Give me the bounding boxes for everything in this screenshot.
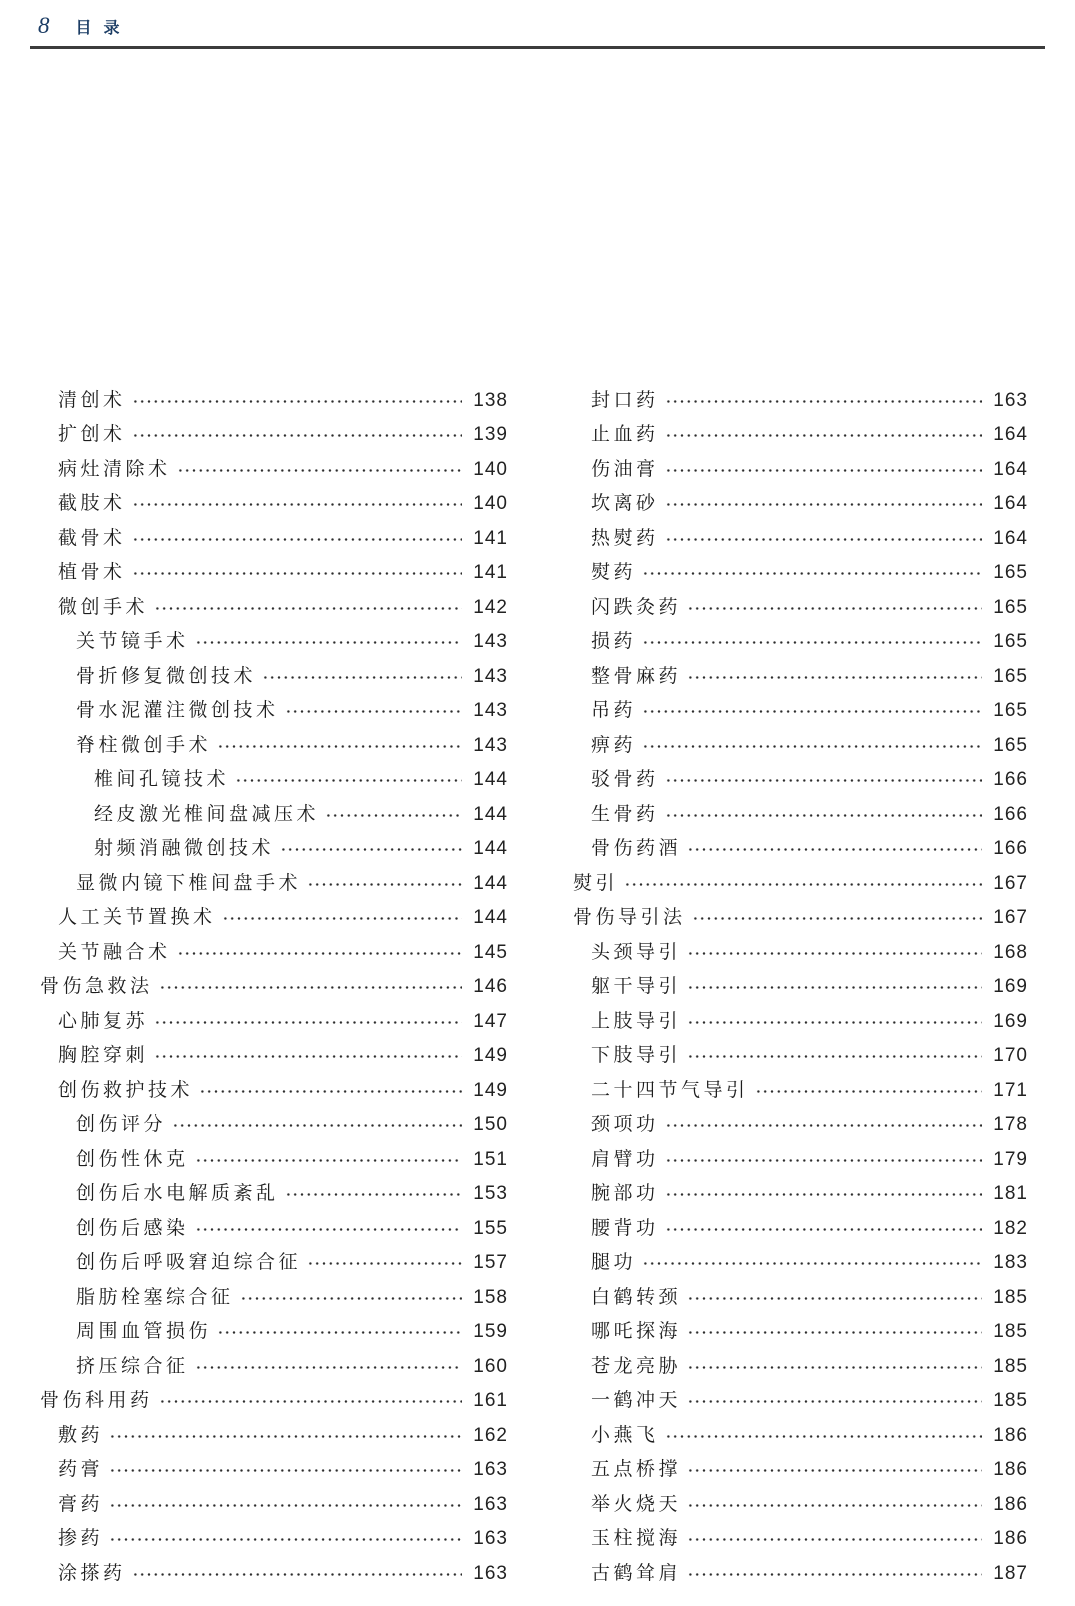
toc-leader-dots <box>109 1469 462 1472</box>
toc-entry <box>40 1177 508 1212</box>
toc-entry <box>40 590 508 625</box>
toc-entry-title: 心肺复苏 <box>58 1010 149 1032</box>
toc-entry <box>40 1418 508 1453</box>
toc-entry-title: 五点桥撑 <box>591 1459 682 1481</box>
toc-entry <box>573 625 1028 660</box>
toc-leader-dots <box>195 1366 463 1369</box>
toc-entry <box>573 901 1028 936</box>
toc-leader-dots <box>109 1504 462 1507</box>
page-header-title: 目 录 <box>75 20 124 37</box>
toc-entry <box>573 1487 1028 1522</box>
toc-entry-page: 164 <box>993 527 1028 549</box>
toc-leader-dots <box>325 814 462 817</box>
toc-leader-dots <box>217 1331 462 1334</box>
toc-entry <box>40 1004 508 1039</box>
toc-entry <box>40 1384 508 1419</box>
toc-entry <box>40 832 508 867</box>
toc-entry-page: 185 <box>993 1355 1028 1377</box>
toc-entry-title: 熨药 <box>591 562 637 584</box>
toc-entry-title: 创伤后呼吸窘迫综合征 <box>76 1252 302 1274</box>
toc-entry-page: 169 <box>993 976 1028 998</box>
toc-entry-title: 清创术 <box>58 389 126 411</box>
toc-leader-dots <box>109 1538 462 1541</box>
toc-entry-title: 举火烧天 <box>591 1493 682 1515</box>
toc-entry <box>573 1418 1028 1453</box>
toc-entry-page: 182 <box>993 1217 1028 1239</box>
toc-entry-page: 170 <box>993 1045 1028 1067</box>
toc-leader-dots <box>307 883 462 886</box>
toc-leader-dots <box>132 503 463 506</box>
toc-entry-title: 吊药 <box>591 700 637 722</box>
toc-leader-dots <box>687 1504 982 1507</box>
toc-entry-title: 周围血管损伤 <box>76 1321 212 1343</box>
toc-entry <box>573 1142 1028 1177</box>
toc-entry-page: 179 <box>993 1148 1028 1170</box>
toc-entry-title: 骨伤科用药 <box>40 1390 153 1412</box>
toc-entry-page: 162 <box>473 1424 508 1446</box>
toc-entry-page: 163 <box>993 389 1028 411</box>
toc-entry-title: 白鹤转颈 <box>591 1286 682 1308</box>
toc-entry-title: 创伤后水电解质紊乱 <box>76 1183 279 1205</box>
toc-entry-title: 关节镜手术 <box>76 631 189 653</box>
toc-entry <box>573 763 1028 798</box>
toc-leader-dots <box>262 676 462 679</box>
toc-entry <box>573 728 1028 763</box>
toc-entry-page: 186 <box>993 1493 1028 1515</box>
toc-entry <box>573 1073 1028 1108</box>
toc-leader-dots <box>687 1538 982 1541</box>
toc-entry-title: 坎离砂 <box>591 493 659 515</box>
toc-leader-dots <box>235 779 462 782</box>
toc-entry-title: 显微内镜下椎间盘手术 <box>76 872 302 894</box>
toc-entry <box>40 1108 508 1143</box>
toc-entry-title: 玉柱搅海 <box>591 1528 682 1550</box>
toc-entry <box>40 763 508 798</box>
toc-leader-dots <box>665 1159 983 1162</box>
toc-entry-page: 163 <box>473 1459 508 1481</box>
toc-entry-title: 哪吒探海 <box>591 1321 682 1343</box>
toc-entry-title: 截骨术 <box>58 527 126 549</box>
toc-entry-title: 颈项功 <box>591 1114 659 1136</box>
toc-leader-dots <box>624 883 982 886</box>
toc-leader-dots <box>687 1297 982 1300</box>
toc-entry-page: 149 <box>473 1079 508 1101</box>
toc-entry <box>40 1315 508 1350</box>
toc-entry-page: 166 <box>993 838 1028 860</box>
toc-entry-title: 下肢导引 <box>591 1045 682 1067</box>
toc-entry-title: 经皮激光椎间盘减压术 <box>94 803 320 825</box>
toc-entry-title: 微创手术 <box>58 596 149 618</box>
toc-entry <box>573 1556 1028 1591</box>
toc-entry-page: 185 <box>993 1390 1028 1412</box>
toc-entry <box>40 1453 508 1488</box>
toc-entry-page: 165 <box>993 631 1028 653</box>
toc-entry-page: 143 <box>473 665 508 687</box>
toc-entry <box>40 521 508 556</box>
toc-entry <box>40 625 508 660</box>
toc-entry-title: 骨伤导引法 <box>573 907 686 929</box>
toc-entry-page: 142 <box>473 596 508 618</box>
toc-entry-title: 腕部功 <box>591 1183 659 1205</box>
toc-leader-dots <box>172 1124 462 1127</box>
toc-entry <box>573 1246 1028 1281</box>
toc-leader-dots <box>687 1469 982 1472</box>
toc-entry <box>40 1349 508 1384</box>
toc-leader-dots <box>132 434 463 437</box>
toc-entry-title: 扩创术 <box>58 424 126 446</box>
toc-entry <box>573 1039 1028 1074</box>
toc-entry-title: 创伤评分 <box>76 1114 167 1136</box>
toc-entry-title: 苍龙亮胁 <box>591 1355 682 1377</box>
toc-leader-dots <box>665 779 983 782</box>
toc-entry <box>573 935 1028 970</box>
toc-leader-dots <box>687 848 982 851</box>
toc-entry-page: 187 <box>993 1562 1028 1584</box>
toc-entry-page: 147 <box>473 1010 508 1032</box>
toc-leader-dots <box>687 1400 982 1403</box>
toc-entry-page: 153 <box>473 1183 508 1205</box>
toc-leader-dots <box>307 1262 462 1265</box>
toc-entry-title: 敷药 <box>58 1424 104 1446</box>
toc-entry-title: 植骨术 <box>58 562 126 584</box>
toc-leader-dots <box>285 710 463 713</box>
toc-entry-page: 140 <box>473 458 508 480</box>
toc-entry-page: 178 <box>993 1114 1028 1136</box>
toc-leader-dots <box>687 676 982 679</box>
toc-leader-dots <box>132 1573 463 1576</box>
toc-entry-title: 生骨药 <box>591 803 659 825</box>
toc-entry-page: 146 <box>473 976 508 998</box>
toc-entry <box>40 970 508 1005</box>
toc-entry-page: 186 <box>993 1459 1028 1481</box>
toc-entry-title: 头颈导引 <box>591 941 682 963</box>
toc-entry-title: 闪跌灸药 <box>591 596 682 618</box>
toc-leader-dots <box>692 917 983 920</box>
toc-leader-dots <box>132 572 463 575</box>
toc-leader-dots <box>195 1228 463 1231</box>
toc-entry-title: 腿功 <box>591 1252 637 1274</box>
toc-entry-page: 144 <box>473 872 508 894</box>
toc-leader-dots <box>687 1573 982 1576</box>
toc-entry <box>40 866 508 901</box>
toc-leader-dots <box>687 986 982 989</box>
toc-leader-dots <box>642 641 982 644</box>
toc-entry <box>40 1487 508 1522</box>
toc-leader-dots <box>687 1331 982 1334</box>
toc-entry-page: 165 <box>993 665 1028 687</box>
toc-leader-dots <box>642 572 982 575</box>
toc-leader-dots <box>280 848 462 851</box>
toc-leader-dots <box>665 400 983 403</box>
toc-column-right <box>573 383 1028 1591</box>
toc-entry <box>573 521 1028 556</box>
toc-entry-title: 止血药 <box>591 424 659 446</box>
toc-entry-page: 143 <box>473 631 508 653</box>
toc-leader-dots <box>154 607 462 610</box>
toc-entry-page: 155 <box>473 1217 508 1239</box>
toc-entry-title: 整骨麻药 <box>591 665 682 687</box>
toc-leader-dots <box>665 1193 983 1196</box>
toc-entry <box>40 1246 508 1281</box>
toc-entry-page: 165 <box>993 734 1028 756</box>
toc-entry-page: 171 <box>993 1079 1028 1101</box>
toc-entry <box>40 694 508 729</box>
toc-entry-title: 封口药 <box>591 389 659 411</box>
toc-leader-dots <box>132 400 463 403</box>
toc-entry-page: 166 <box>993 769 1028 791</box>
toc-entry-title: 古鹤耸肩 <box>591 1562 682 1584</box>
toc-entry <box>40 418 508 453</box>
toc-entry-title: 一鹤冲天 <box>591 1390 682 1412</box>
toc-entry <box>40 728 508 763</box>
toc-entry <box>573 1315 1028 1350</box>
toc-leader-dots <box>665 538 983 541</box>
toc-entry-title: 骨水泥灌注微创技术 <box>76 700 279 722</box>
toc-entry <box>40 1556 508 1591</box>
toc-entry <box>573 832 1028 867</box>
toc-entry-title: 熨引 <box>573 872 619 894</box>
toc-entry-title: 截肢术 <box>58 493 126 515</box>
toc-entry <box>573 383 1028 418</box>
toc-entry-page: 141 <box>473 562 508 584</box>
toc-entry <box>40 1522 508 1557</box>
toc-entry-title: 射频消融微创技术 <box>94 838 275 860</box>
toc-leader-dots <box>132 538 463 541</box>
toc-leader-dots <box>109 1435 462 1438</box>
toc-entry-title: 创伤救护技术 <box>58 1079 194 1101</box>
toc-leader-dots <box>285 1193 463 1196</box>
toc-entry <box>573 590 1028 625</box>
toc-entry <box>573 866 1028 901</box>
toc-entry-title: 小燕飞 <box>591 1424 659 1446</box>
toc-entry-title: 损药 <box>591 631 637 653</box>
toc-entry <box>573 1522 1028 1557</box>
toc-entry-page: 143 <box>473 700 508 722</box>
toc-entry <box>573 1349 1028 1384</box>
toc-entry <box>573 1280 1028 1315</box>
toc-entry-title: 骨伤药酒 <box>591 838 682 860</box>
toc-entry-page: 166 <box>993 803 1028 825</box>
toc-entry <box>40 1039 508 1074</box>
toc-entry <box>573 694 1028 729</box>
toc-leader-dots <box>222 917 463 920</box>
toc-leader-dots <box>665 503 983 506</box>
toc-leader-dots <box>642 1262 982 1265</box>
toc-entry-page: 165 <box>993 596 1028 618</box>
toc-entry <box>573 487 1028 522</box>
toc-entry-page: 157 <box>473 1252 508 1274</box>
toc-entry-page: 144 <box>473 838 508 860</box>
toc-leader-dots <box>687 1021 982 1024</box>
toc-leader-dots <box>665 434 983 437</box>
toc-entry-page: 160 <box>473 1355 508 1377</box>
toc-leader-dots <box>177 952 463 955</box>
toc-entry-title: 掺药 <box>58 1528 104 1550</box>
toc-leader-dots <box>665 469 983 472</box>
toc-leader-dots <box>240 1297 463 1300</box>
toc-entry-title: 创伤性休克 <box>76 1148 189 1170</box>
toc-entry-title: 驳骨药 <box>591 769 659 791</box>
toc-entry-title: 病灶清除术 <box>58 458 171 480</box>
toc-entry <box>573 1384 1028 1419</box>
toc-entry-title: 骨折修复微创技术 <box>76 665 257 687</box>
toc-leader-dots <box>687 1366 982 1369</box>
toc-entry <box>573 659 1028 694</box>
toc-entry <box>573 452 1028 487</box>
toc-entry-page: 144 <box>473 803 508 825</box>
toc-entry <box>40 383 508 418</box>
toc-leader-dots <box>177 469 463 472</box>
toc-entry-title: 关节融合术 <box>58 941 171 963</box>
toc-entry-title: 脂肪栓塞综合征 <box>76 1286 234 1308</box>
toc-entry <box>573 1177 1028 1212</box>
toc-entry-page: 181 <box>993 1183 1028 1205</box>
toc-entry <box>573 797 1028 832</box>
toc-leader-dots <box>665 1124 983 1127</box>
header-rule <box>30 46 1045 49</box>
toc-entry <box>573 1108 1028 1143</box>
toc-entry-title: 椎间孔镜技术 <box>94 769 230 791</box>
toc-entry-title: 伤油膏 <box>591 458 659 480</box>
toc-entry <box>573 418 1028 453</box>
toc-entry <box>573 970 1028 1005</box>
toc-entry-title: 涂搽药 <box>58 1562 126 1584</box>
toc-entry <box>573 556 1028 591</box>
toc-entry <box>40 487 508 522</box>
toc-entry-title: 骨伤急救法 <box>40 976 153 998</box>
toc-entry <box>573 1004 1028 1039</box>
toc-leader-dots <box>154 1055 462 1058</box>
toc-entry-page: 139 <box>473 424 508 446</box>
toc-entry-page: 144 <box>473 907 508 929</box>
toc-entry-page: 164 <box>993 458 1028 480</box>
toc-entry-page: 163 <box>473 1493 508 1515</box>
toc-entry-page: 144 <box>473 769 508 791</box>
toc-entry <box>40 659 508 694</box>
toc-entry-title: 脊柱微创手术 <box>76 734 212 756</box>
toc-leader-dots <box>665 1435 983 1438</box>
toc-leader-dots <box>687 1055 982 1058</box>
page-header <box>38 14 124 44</box>
toc-entry-title: 创伤后感染 <box>76 1217 189 1239</box>
toc-entry <box>40 901 508 936</box>
toc-entry <box>40 1211 508 1246</box>
toc-entry-page: 158 <box>473 1286 508 1308</box>
toc-entry <box>40 452 508 487</box>
toc-entry-page: 168 <box>993 941 1028 963</box>
toc-entry <box>40 556 508 591</box>
toc-entry-page: 185 <box>993 1286 1028 1308</box>
toc-entry <box>40 797 508 832</box>
toc-leader-dots <box>217 745 462 748</box>
toc-entry-title: 胸腔穿刺 <box>58 1045 149 1067</box>
toc-leader-dots <box>665 814 983 817</box>
toc-entry-page: 163 <box>473 1528 508 1550</box>
toc-entry-title: 二十四节气导引 <box>591 1079 749 1101</box>
toc-entry <box>40 935 508 970</box>
toc-entry-page: 165 <box>993 562 1028 584</box>
toc-entry <box>40 1280 508 1315</box>
toc-entry-page: 167 <box>993 872 1028 894</box>
toc-entry-page: 167 <box>993 907 1028 929</box>
toc-entry-page: 164 <box>993 424 1028 446</box>
toc-leader-dots <box>159 1400 463 1403</box>
toc-entry-page: 149 <box>473 1045 508 1067</box>
toc-entry-title: 躯干导引 <box>591 976 682 998</box>
toc-entry-title: 膏药 <box>58 1493 104 1515</box>
toc-entry-page: 183 <box>993 1252 1028 1274</box>
toc-entry-title: 热熨药 <box>591 527 659 549</box>
toc-leader-dots <box>195 1159 463 1162</box>
toc-entry-page: 140 <box>473 493 508 515</box>
toc-leader-dots <box>199 1090 462 1093</box>
toc-entry-page: 163 <box>473 1562 508 1584</box>
toc-entry-page: 141 <box>473 527 508 549</box>
toc-entry-title: 痹药 <box>591 734 637 756</box>
toc-entry-page: 186 <box>993 1424 1028 1446</box>
toc-entry-page: 150 <box>473 1114 508 1136</box>
toc-entry-page: 138 <box>473 389 508 411</box>
toc-leader-dots <box>159 986 463 989</box>
toc-entry-page: 165 <box>993 700 1028 722</box>
toc-entry-page: 145 <box>473 941 508 963</box>
toc-leader-dots <box>687 952 982 955</box>
toc-entry-page: 159 <box>473 1321 508 1343</box>
toc-entry-title: 肩臂功 <box>591 1148 659 1170</box>
toc-leader-dots <box>195 641 463 644</box>
toc-column-left <box>40 383 508 1591</box>
toc-leader-dots <box>154 1021 462 1024</box>
toc-entry-title: 上肢导引 <box>591 1010 682 1032</box>
toc-entry-title: 人工关节置换术 <box>58 907 216 929</box>
toc-entry-page: 164 <box>993 493 1028 515</box>
toc-leader-dots <box>755 1090 983 1093</box>
toc-entry <box>40 1142 508 1177</box>
toc-entry <box>573 1453 1028 1488</box>
toc-entry-title: 腰背功 <box>591 1217 659 1239</box>
toc-entry-title: 挤压综合征 <box>76 1355 189 1377</box>
toc-entry-page: 186 <box>993 1528 1028 1550</box>
toc-leader-dots <box>665 1228 983 1231</box>
toc-entry <box>40 1073 508 1108</box>
toc-leader-dots <box>687 607 982 610</box>
toc-entry <box>573 1211 1028 1246</box>
toc-leader-dots <box>642 745 982 748</box>
toc-leader-dots <box>642 710 982 713</box>
toc-entry-page: 143 <box>473 734 508 756</box>
toc-entry-page: 161 <box>473 1390 508 1412</box>
page-number: 8 <box>38 13 50 38</box>
toc-entry-title: 药膏 <box>58 1459 104 1481</box>
toc-entry-page: 151 <box>473 1148 508 1170</box>
toc-entry-page: 169 <box>993 1010 1028 1032</box>
toc-entry-page: 185 <box>993 1321 1028 1343</box>
